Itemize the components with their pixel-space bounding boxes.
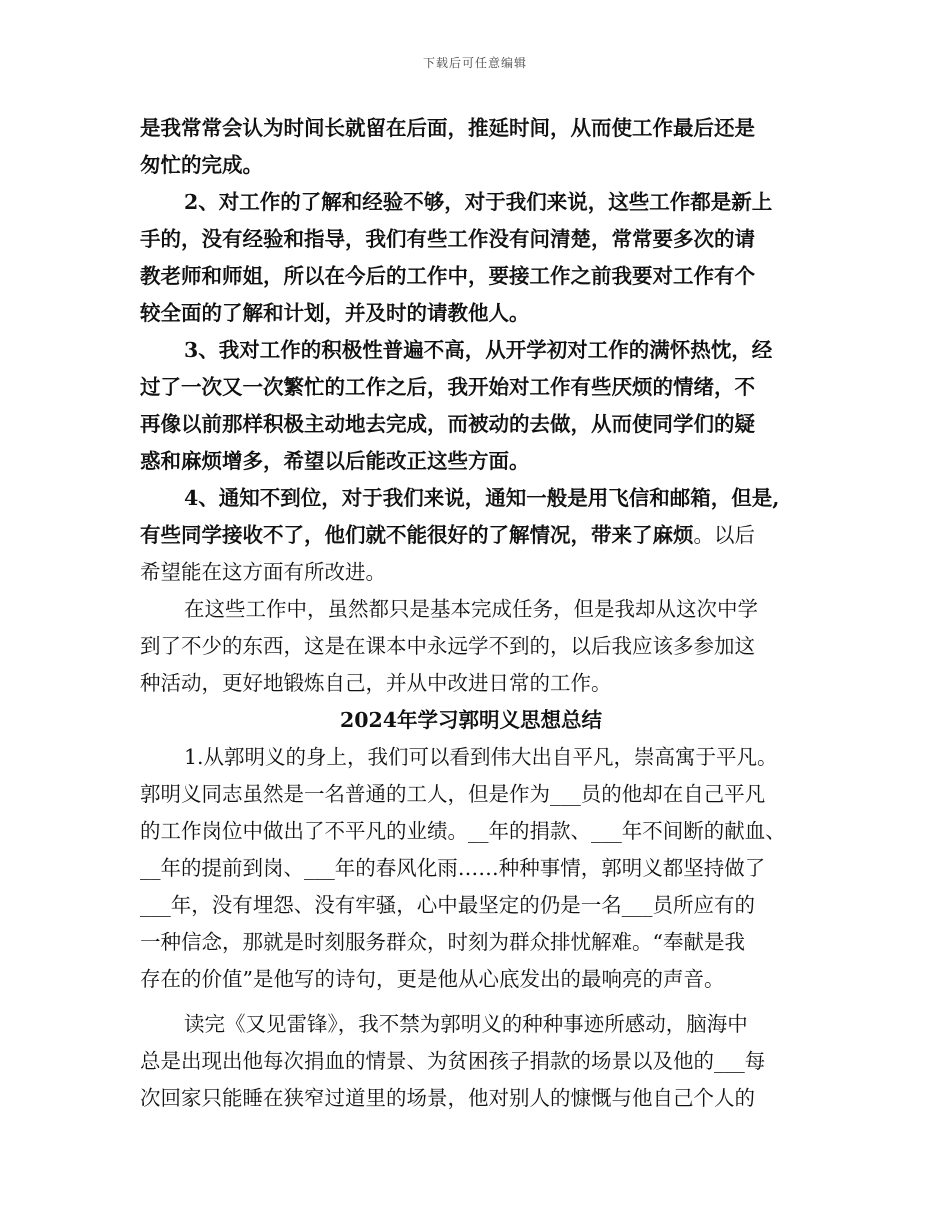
paragraph-gap xyxy=(140,998,812,1006)
text-line-content: 在这些工作中，虽然都只是基本完成任务，但是我却从这次中学 xyxy=(184,597,758,621)
text-line-content: 匆忙的完成。 xyxy=(140,153,263,177)
text-line-content: 希望能在这方面有所改进。 xyxy=(140,560,386,584)
text-line-content: 2、对工作的了解和经验不够，对于我们来说，这些工作都是新上 xyxy=(184,190,773,214)
text-line xyxy=(140,1043,812,1080)
text-line xyxy=(140,258,812,295)
text-line-content: 较全面的了解和计划，并及时的请教他人。 xyxy=(140,301,530,325)
text-line-content: 种活动，更好地锻炼自己，并从中改进日常的工作。 xyxy=(140,671,612,695)
text-line-content: 次回家只能睡在狭窄过道里的场景，他对别人的慷慨与他自己个人的 xyxy=(140,1086,755,1110)
text-line-content: __年的提前到岗、___年的春风化雨……种种事情，郭明义都坚持做了 xyxy=(140,856,766,880)
text-line-content: 郭明义同志虽然是一名普通的工人，但是作为___员的他却在自己平凡 xyxy=(140,782,766,806)
text-line-content: 的工作岗位中做出了不平凡的业绩。__年的捐款、___年不间断的献血、 xyxy=(140,819,786,843)
text-line xyxy=(140,480,812,517)
document-body xyxy=(140,110,812,1117)
text-line-content: 4、通知不到位，对于我们来说，通知一般是用飞信和邮箱，但是, xyxy=(184,486,780,510)
text-line-content: 惑和麻烦增多，希望以后能改正这些方面。 xyxy=(140,449,530,473)
text-line xyxy=(140,665,812,702)
text-line-content: 一种信念，那就是时刻服务群众，时刻为群众排忧解难。“奉献是我 xyxy=(140,930,745,954)
text-line xyxy=(140,591,812,628)
text-line-content: ___年，没有埋怨、没有牢骚，心中最坚定的仍是一名___员所应有的 xyxy=(140,893,755,917)
text-line-content: 总是出现出他每次捐血的情景、为贫困孩子捐款的场景以及他的___每 xyxy=(140,1049,766,1073)
text-line-content: 再像以前那样积极主动地去完成，而被动的去做，从而使同学们的疑 xyxy=(140,412,755,436)
text-line-content: 1.从郭明义的身上，我们可以看到伟大出自平凡，崇高寓于平凡。 xyxy=(184,745,778,769)
text-line xyxy=(140,850,812,887)
text-line xyxy=(140,813,812,850)
section-title xyxy=(140,702,812,739)
text-line xyxy=(140,110,812,147)
text-line xyxy=(140,776,812,813)
text-line xyxy=(140,628,812,665)
text-line-content: 3、我对工作的积极性普遍不高，从开学初对工作的满怀热忱，经 xyxy=(184,338,773,362)
text-line-content: 手的，没有经验和指导，我们有些工作没有问清楚，常常要多次的请 xyxy=(140,227,755,251)
text-line-content: 有些同学接收不了，他们就不能很好的了解情况，带来了麻烦 xyxy=(140,523,694,547)
text-line xyxy=(140,739,812,776)
text-line xyxy=(140,924,812,961)
text-line-content: 过了一次又一次繁忙的工作之后，我开始对工作有些厌烦的情绪，不 xyxy=(140,375,755,399)
text-line xyxy=(140,1006,812,1043)
text-line xyxy=(140,554,812,591)
text-line xyxy=(140,147,812,184)
text-line-content: 是我常常会认为时间长就留在后面，推延时间，从而使工作最后还是 xyxy=(140,116,755,140)
text-line xyxy=(140,369,812,406)
text-line xyxy=(140,221,812,258)
text-line-content: 到了不少的东西，这是在课本中永远学不到的，以后我应该多参加这 xyxy=(140,634,755,658)
text-line xyxy=(140,295,812,332)
page-header: 下载后可任意编辑 xyxy=(422,56,527,70)
text-line xyxy=(140,184,812,221)
text-line-content: 读完《又见雷锋》，我不禁为郭明义的种种事迹所感动，脑海中 xyxy=(184,1012,748,1036)
text-line xyxy=(140,406,812,443)
text-line-content: 教老师和师姐，所以在今后的工作中，要接工作之前我要对工作有个 xyxy=(140,264,755,288)
text-line xyxy=(140,332,812,369)
text-line xyxy=(140,887,812,924)
text-line xyxy=(140,961,812,998)
text-line xyxy=(140,517,812,554)
text-line-tail: 。以后 xyxy=(693,523,755,547)
text-line-content: 存在的价值”是他写的诗句，更是他从心底发出的最响亮的声音。 xyxy=(140,967,725,991)
text-line xyxy=(140,443,812,480)
text-line xyxy=(140,1080,812,1117)
text-line-content: 2024年学习郭明义思想总结 xyxy=(339,708,603,732)
